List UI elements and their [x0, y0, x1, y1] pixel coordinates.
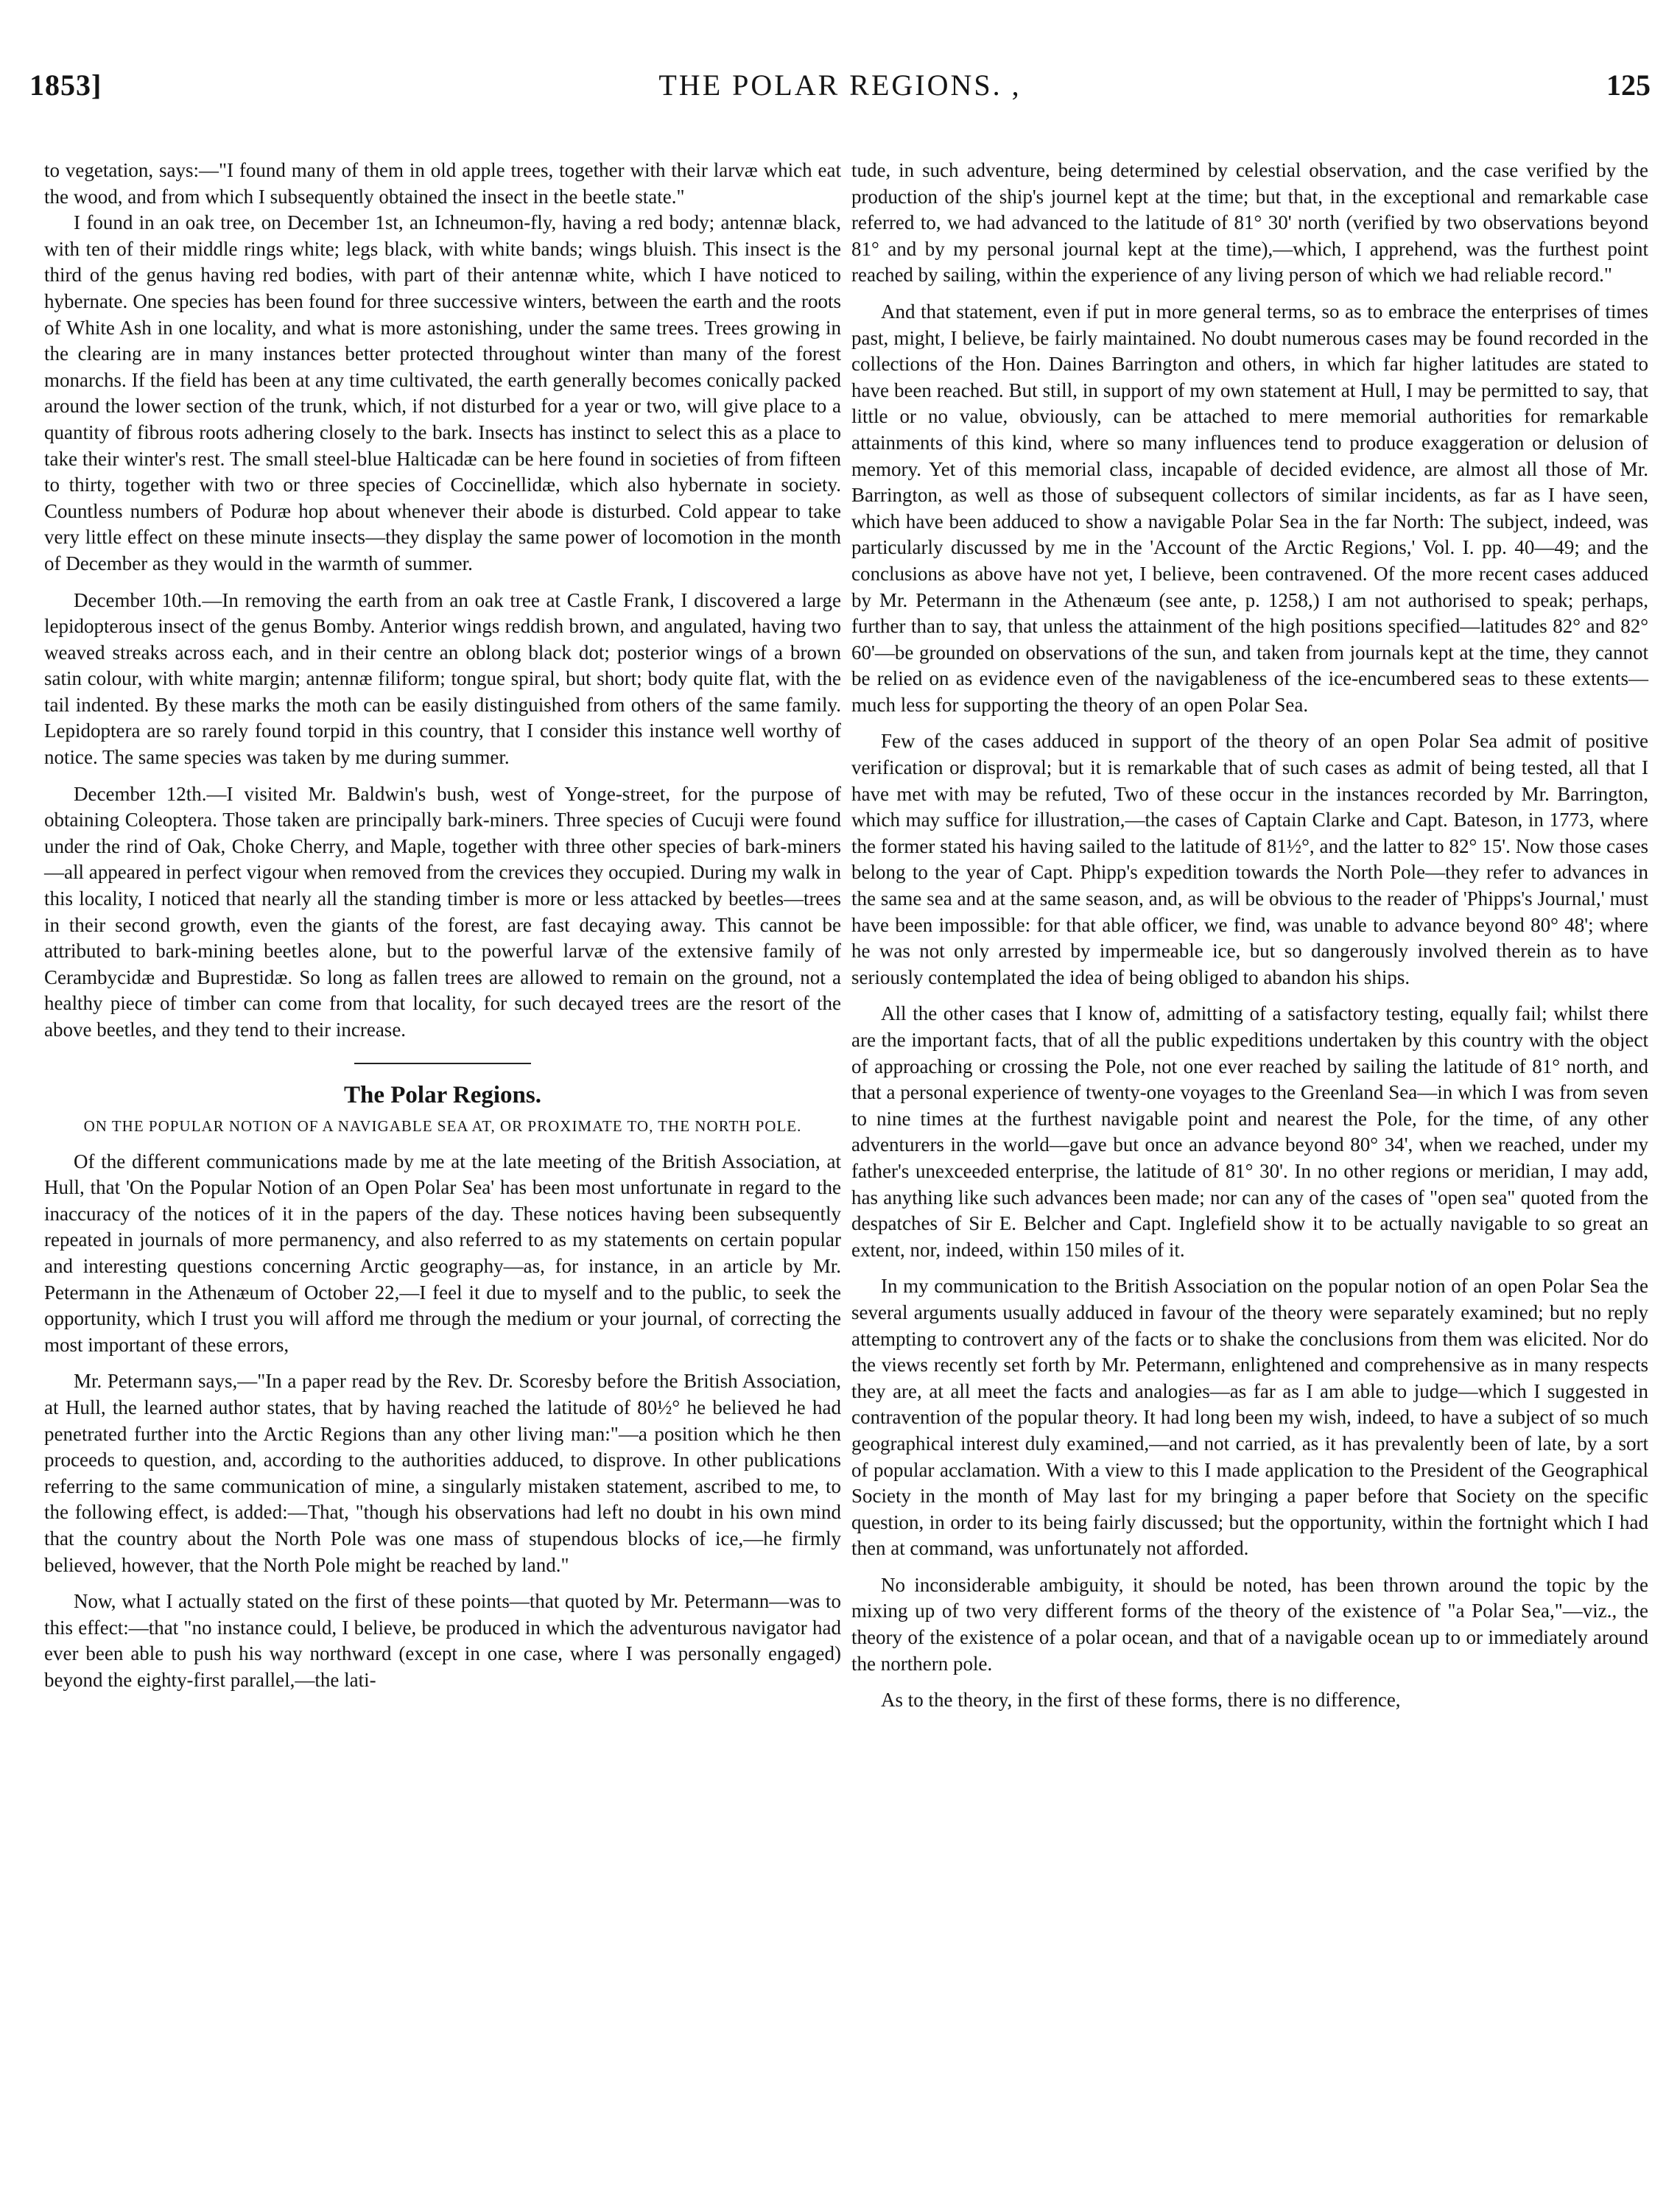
paragraph: Now, what I actually stated on the first of these points—that quoted by Mr. Petermann—was to this effect:—that "no instance could, I believe, be produced in which the adventurous navigator had ever been able to push his way northward (except in one case, where I was personally engaged) beyond the eighty-first parallel,—the lati-: [44, 1590, 841, 1691]
paragraph: Of the different communications made by me at the late meeting of the British Association, at Hull, that 'On the Popular Notion of an Open Polar Sea' has been most unfortunate in regard to the inaccuracy of the notices of it in the papers of the day. These notices having been subsequently repeated in journals of more permanency, and also referred to as my statements on certain popular and interesting questions concerning Arctic geography—as, for instance, in an article by Mr. Petermann in the Athenæum of October 22,—I feel it due to myself and to the public, to seek the opportunity, which I trust you will afford me through the medium or your journal, of correcting the most important of these errors,: [44, 1150, 841, 1356]
paragraph: tude, in such adventure, being determined by celestial observation, and the case verified by the production of the ship's journel kept at the time; but that, in the exceptional and remarkable case referred to, we had advanced to the latitude of 81° 30' north (verified by two observations beyond 81° and by my personal journal kept at the time),—which, I apprehend, was the furthest point reached by sailing, within the experience of any living person of which we had reliable record.": [851, 159, 1648, 286]
paragraph: And that statement, even if put in more general terms, so as to embrace the enterprises of times past, might, I believe, be fairly maintained. No doubt numerous cases may be found recorded in the collections of the Hon. Daines Barrington and others, in which far higher latitudes are stated to have been reached. But still, in support of my own statement at Hull, I may be permitted to say, that little or no value, obviously, can be attached to mere memorial authorities for remarkable attainments of this kind, where so many influences tend to produce exaggeration or delusion of memory. Yet of this memorial class, incapable of decided evidence, are almost all those of Mr. Barrington, as well as those of subsequent collectors of similar incidents, as far as I have seen, which have been adduced to show a navigable Polar Sea in the far North: The subject, indeed, was particularly discussed by me in the 'Account of the Arctic Regions,' Vol. I. pp. 40—49; and the conclusions as above have not yet, I believe, been contravened. Of the more recent cases adduced by Mr. Petermann in the Athenæum (see ante, p. 1258,) I am not authorised to speak; perhaps, further than to say, that unless the attainment of the high positions specified—latitudes 82° and 82° 60'—be grounded on observations of the sun, and taken from journals kept at the time, they cannot be relied on as evidence even of the navigableness of the ice-encumbered seas to these extents—much less for supporting the theory of an open Polar Sea.: [851, 300, 1648, 716]
paragraph: In my communication to the British Association on the popular notion of an open Polar Sea the several arguments usually adduced in favour of the theory were separately examined; but no reply attempting to controvert any of the facts or to shake the conclusions from them was elicited. Nor do the views recently set forth by Mr. Petermann, enlightened and comprehensive as in many respects they are, at all meet the facts and analogies—as far as I am able to judge—which I suggested in contravention of the popular theory. It had long been my wish, indeed, to have a subject of so much geographical interest duly examined,—and not carried, as it has prevalently been of late, by a sort of popular acclamation. With a view to this I made application to the President of the Geographical Society in the month of May last for my bringing a paper before that Society on the specific question, in order to its being fairly discussed; but the opportunity, within the fortnight which I had then at command, was unfortunately not afforded.: [851, 1275, 1648, 1560]
header-page-number: 125: [1606, 68, 1651, 102]
left-column: [44, 158, 841, 1693]
paragraph: December 10th.—In removing the earth from an oak tree at Castle Frank, I discovered a large lepidopterous insect of the genus Bomby. Anterior wings reddish brown, and angulated, having two weaved streaks across each, and in their centre an oblong black dot; posterior wings of a brown satin colour, with white margin; antennæ filiform; tongue spiral, but short; body quite flat, with the tail indented. By these marks the moth can be easily distinguished from others of the same family. Lepidoptera are so rarely found torpid in this country, that I consider this instance well worthy of notice. The same species was taken by me during summer.: [44, 588, 841, 769]
paragraph: I found in an oak tree, on December 1st, an Ichneumon-fly, having a red body; antennæ black, with ten of their middle rings white; legs black, with white bands; wings bluish. This insect is the third of the genus having red bodies, with part of their antennæ white, which I have noticed to hybernate. One species has been found for three successive winters, between the earth and the roots of White Ash in one locality, and what is more astonishing, under the same trees. Trees growing in the clearing are in many instances better protected throughout winter than many of the forest monarchs. If the field has been at any time cultivated, the earth generally becomes conically packed around the lower section of the trunk, which, if not disturbed for a year or two, will give place to a quantity of fibrous roots adhering closely to the bark. Insects has instinct to select this as a place to take their winter's rest. The small steel-blue Halticadæ can be here found in societies of from fifteen to thirty, together with two or three species of Coccinellidæ, which also hybernate in society. Countless numbers of Poduræ hop about whenever their abode is disturbed. Cold appear to take very little effect on these minute insects—they display the same power of locomotion in the month of December as they would in the warmth of summer.: [44, 211, 841, 574]
header-year: 1853]: [29, 68, 102, 102]
paragraph: Mr. Petermann says,—"In a paper read by the Rev. Dr. Scoresby before the British Association, at Hull, the learned author states, that by having reached the latitude of 80½° he believed he had penetrated further into the Arctic Regions than any other living man:"—a position which he then proceeds to question, and, according to the authorities adduced, to disprove. In other publications referring to the same communication of mine, a singularly mistaken statement, ascribed to me, to the following effect, is added:—That, "though his observations had left no doubt in his own mind that the country about the North Pole was one mass of stupendous blocks of ice,—he firmly believed, however, that the North Pole might be reached by land.": [44, 1370, 841, 1576]
section-title: The Polar Regions.: [344, 1081, 541, 1108]
paragraph: Few of the cases adduced in support of the theory of an open Polar Sea admit of positive verification or disproval; but it is remarkable that of such cases as admit of being tested, all that I have met with may be refuted, Two of these occur in the instances recorded by Mr. Barrington, which may suffice for illustration,—the cases of Captain Clarke and Capt. Bateson, in 1773, where the former stated his having sailed to the latitude of 81½°, and the latter to 82° 15'. Now those cases belong to the year of Capt. Phipp's expedition towards the North Pole—they refer to advances in the same sea and at the same season, and, as will be obvious to the reader of 'Phipps's Journal,' must have been impossible: for that able officer, we find, was unable to advance beyond 80° 48'; where he was not only arrested by impermeable ice, but so dangerously involved therein as to have seriously contemplated the idea of being obliged to abandon his ships.: [851, 730, 1648, 988]
section-divider: [354, 1063, 531, 1064]
right-column: [851, 158, 1648, 1714]
paragraph: December 12th.—I visited Mr. Baldwin's bush, west of Yonge-street, for the purpose of obtaining Coleoptera. Those taken are principally bark-miners. Three species of Cucuji were found under the rind of Oak, Choke Cherry, and Maple, together with three other species of bark-miners—all appeared in perfect vigour when removed from the crevices they occupied. During my walk in this locality, I noticed that nearly all the standing timber is more or less attacked by beetles—trees in their second growth, even the giants of the forest, are fast decaying away. This cannot be attributed to bark-mining beetles alone, but to the powerful larvæ of the extensive family of Cerambycidæ and Buprestidæ. So long as fallen trees are allowed to remain on the ground, not a healthy piece of timber can come from that locality, for such decayed trees are the resort of the above beetles, and they tend to their increase.: [44, 782, 841, 1041]
paragraph: No inconsiderable ambiguity, it should be noted, has been thrown around the topic by the mixing up of two very different forms of the theory of the existence of "a Polar Sea,"—viz., the theory of the existence of a polar ocean, and that of a navigable ocean up to or immediately around the northern pole.: [851, 1573, 1648, 1675]
section-subtitle: ON THE POPULAR NOTION OF A NAVIGABLE SEA AT, OR PROXIMATE TO, THE NORTH POLE.: [83, 1116, 802, 1135]
paragraph: All the other cases that I know of, admitting of a satisfactory testing, equally fail; whilst there are the important facts, that of all the public expeditions undertaken by this country with the object of approaching or crossing the Pole, not one ever reached by sailing the latitude of 81° north, and that a personal experience of twenty-one voyages to the Greenland Sea—in which I was from seven to nine times at the furthest navigable point and nearest the Pole, for the time, of any other adventurers in the world—gave but once an advance beyond 80° 34', when we reached, under my father's unexceeded enterprise, the latitude of 81° 30'. In no other regions or meridian, I may add, has anything like such advances been made; nor can any of the cases of "open sea" quoted from the despatches of Sir E. Belcher and Capt. Inglefield show it to be actually navigable to so great an extent, nor, indeed, within 150 miles of it.: [851, 1002, 1648, 1261]
paragraph: As to the theory, in the first of these forms, there is no difference,: [881, 1689, 1401, 1712]
header-title: THE POLAR REGIONS. ,: [658, 68, 1022, 102]
paragraph: to vegetation, says:—"I found many of them in old apple trees, together with their larvæ which eat the wood, and from which I subsequently obtained the insect in the beetle state.": [44, 159, 841, 208]
page-header: [29, 68, 1651, 112]
